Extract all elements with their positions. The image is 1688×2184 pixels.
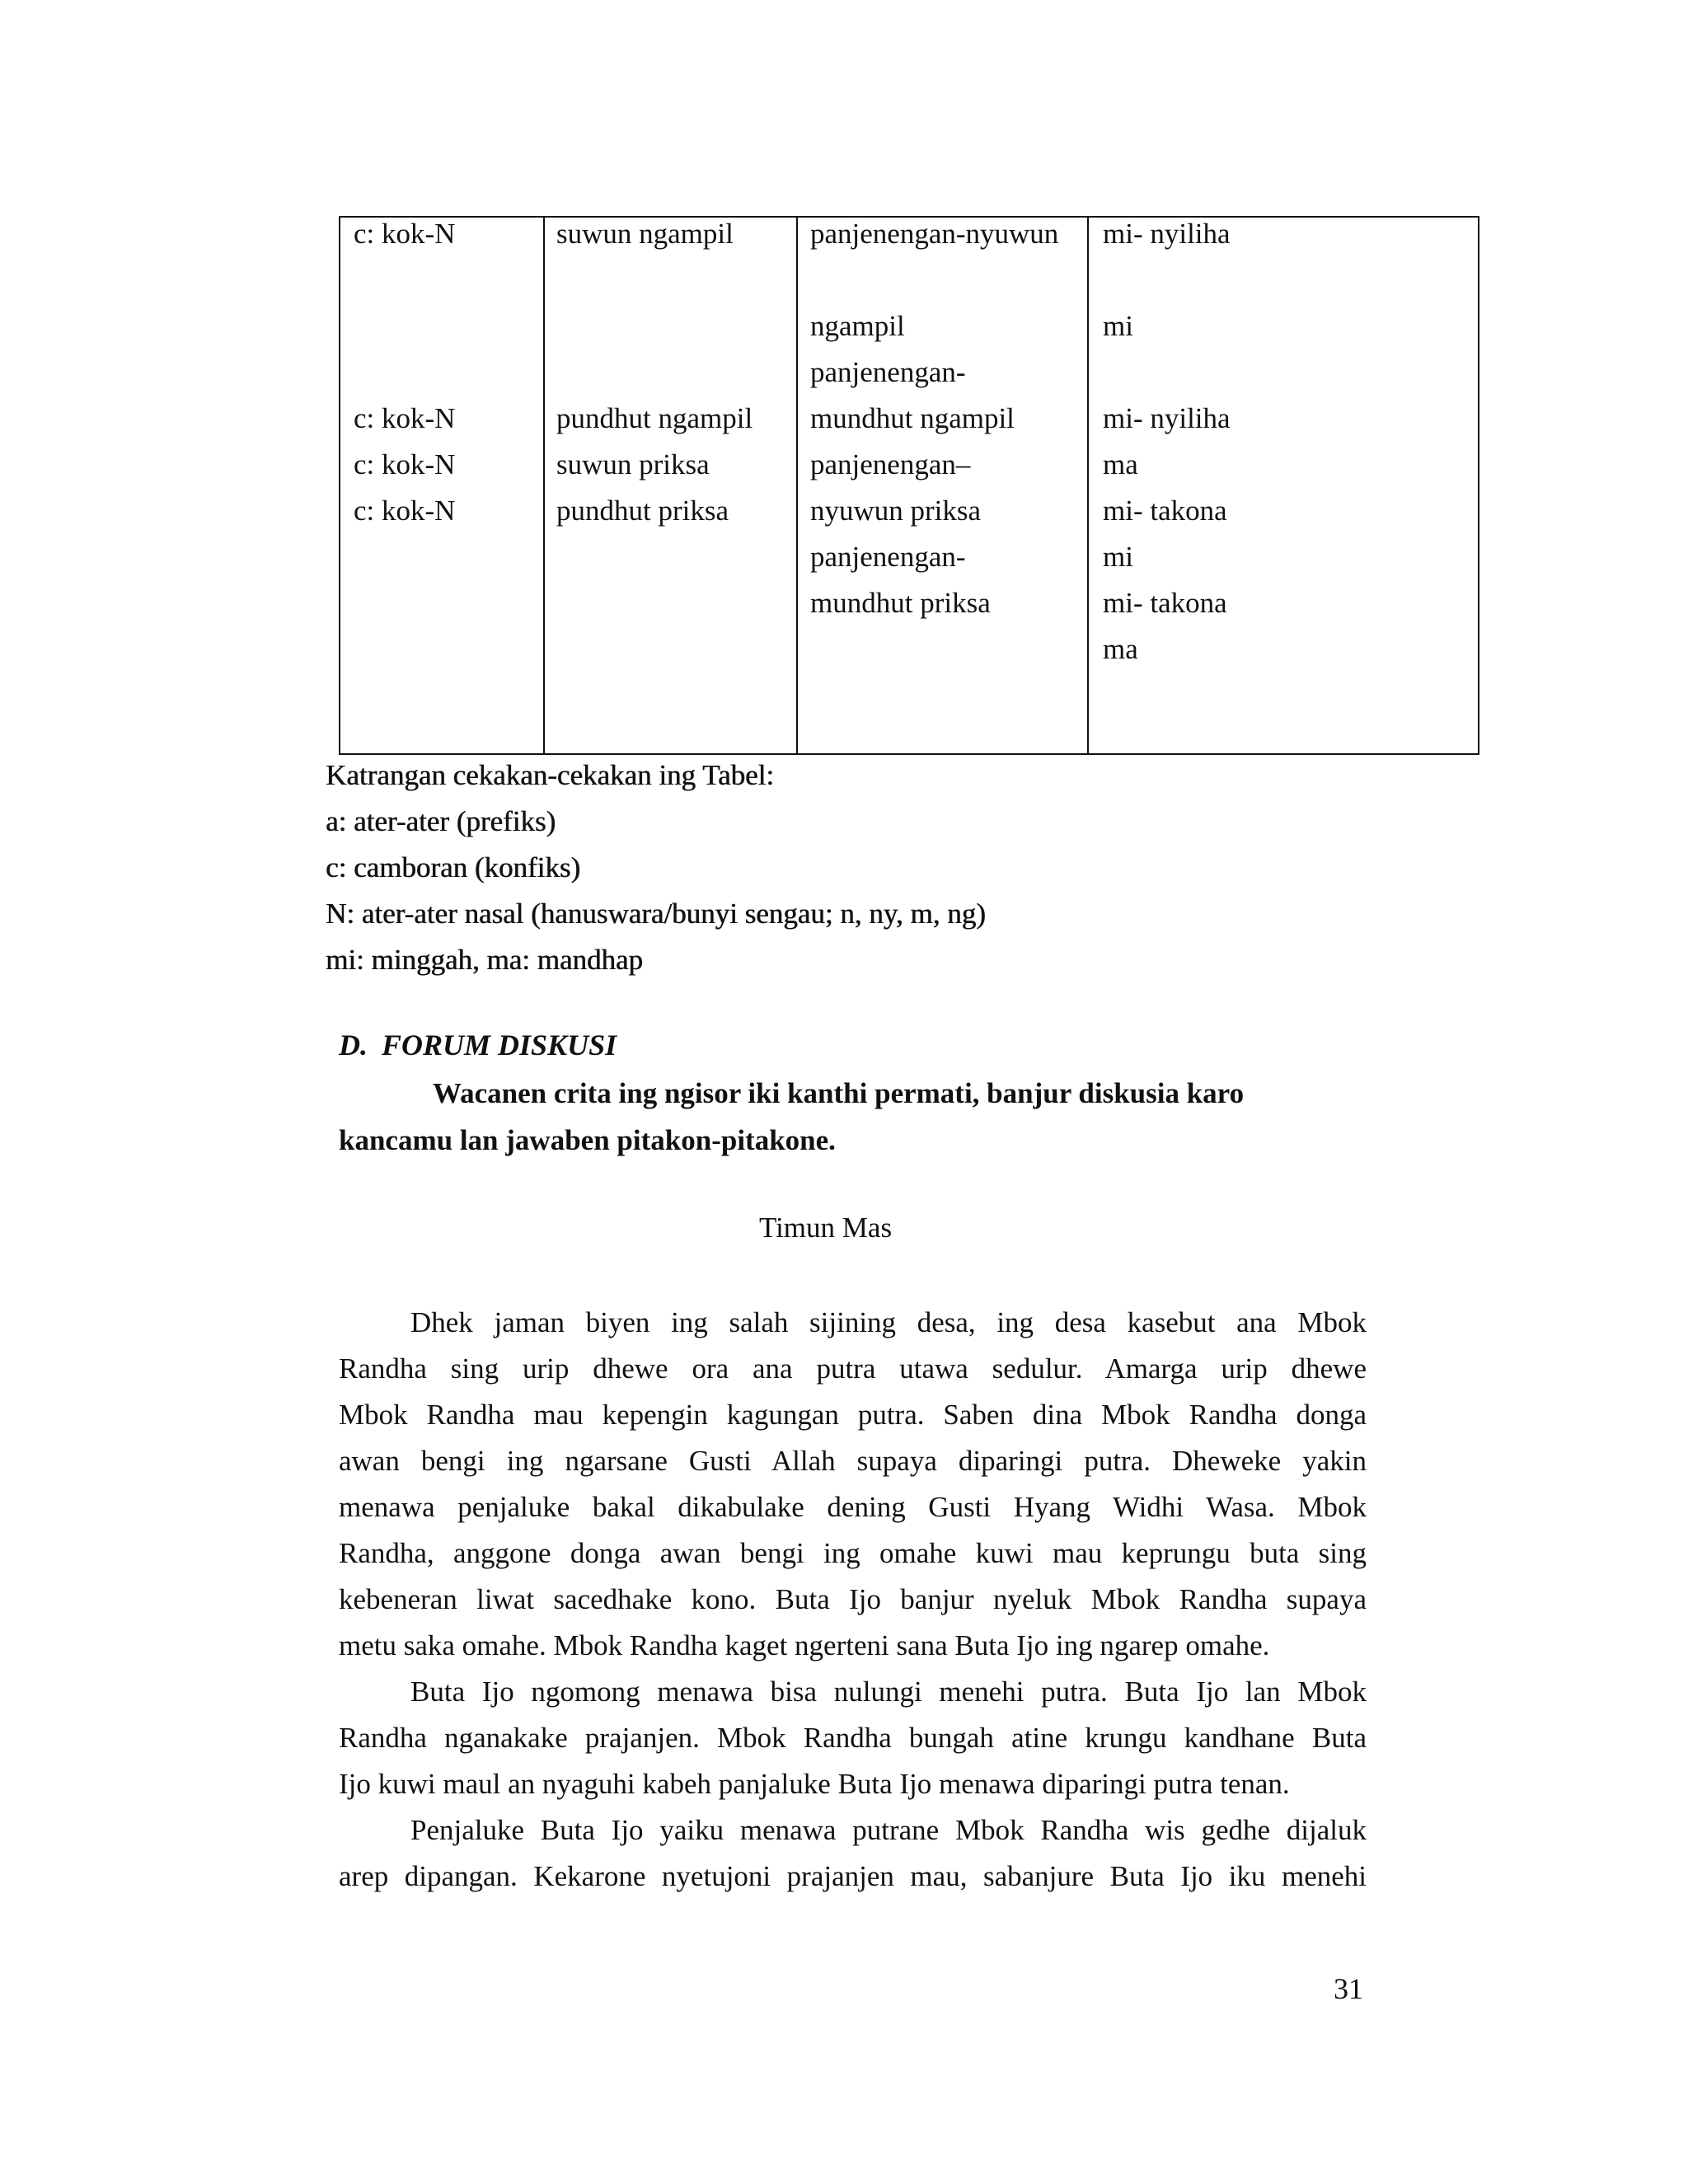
story-line: kebeneran liwat sacedhake kono. Buta Ijo banjur nyeluk Mbok Randha supaya bbox=[339, 1583, 1367, 1615]
table-cell: panjenengan- bbox=[810, 541, 966, 573]
table-cell: mi- takona bbox=[1103, 587, 1227, 619]
table-cell: pundhut priksa bbox=[556, 494, 729, 527]
table-cell: ma bbox=[1103, 633, 1138, 665]
table-divider bbox=[1087, 218, 1089, 753]
table-cell: mundhut ngampil bbox=[810, 402, 1015, 434]
section-title: FORUM DISKUSI bbox=[382, 1029, 617, 1062]
story-title: Timun Mas bbox=[758, 1212, 893, 1244]
story-line: awan bengi ing ngarsane Gusti Allah supaya diparingi putra. Dheweke yakin bbox=[339, 1445, 1367, 1477]
story-line: arep dipangan. Kekarone nyetujoni prajanjen mau, sabanjure Buta Ijo iku menehi bbox=[339, 1860, 1367, 1892]
table-cell: c: kok-N bbox=[354, 448, 456, 480]
section-heading bbox=[339, 1024, 617, 1066]
table-cell: panjenengan- bbox=[810, 356, 966, 388]
table-divider bbox=[543, 218, 545, 753]
table-cell: mi- takona bbox=[1103, 494, 1227, 527]
table-divider bbox=[796, 218, 798, 753]
story-line: Randha sing urip dhewe ora ana putra utawa sedulur. Amarga urip dhewe bbox=[339, 1352, 1367, 1385]
story-line: Randha nganakake prajanjen. Mbok Randha bungah atine krungu kandhane Buta bbox=[339, 1722, 1367, 1754]
table-cell: suwun ngampil bbox=[556, 218, 734, 250]
table-cell: c: kok-N bbox=[354, 218, 456, 250]
table-cell: ma bbox=[1103, 448, 1138, 480]
table-cell: mundhut priksa bbox=[810, 587, 991, 619]
table-cell: mi- nyiliha bbox=[1103, 218, 1231, 250]
instruction-line: kancamu lan jawaben pitakon-pitakone. bbox=[339, 1124, 836, 1156]
table-cell: pundhut ngampil bbox=[556, 402, 753, 434]
table-cell: panjenengan– bbox=[810, 448, 971, 480]
story-line: Mbok Randha mau kepengin kagungan putra. Saben dina Mbok Randha donga bbox=[339, 1399, 1367, 1431]
affix-table bbox=[339, 216, 1479, 755]
page-number: 31 bbox=[1334, 1972, 1363, 2005]
story-body bbox=[339, 1300, 1367, 1900]
table-cell: nyuwun priksa bbox=[810, 494, 982, 527]
table-cell: c: kok-N bbox=[354, 494, 456, 527]
section-number: D. bbox=[339, 1029, 368, 1062]
table-cell: panjenengan-nyuwun bbox=[810, 218, 1059, 250]
table-legend bbox=[326, 752, 986, 983]
story-line: Penjaluke Buta Ijo yaiku menawa putrane Mbok Randha wis gedhe dijaluk bbox=[410, 1814, 1367, 1846]
instruction-line: Wacanen crita ing ngisor iki kanthi permati, banjur diskusia karo bbox=[433, 1077, 1245, 1109]
legend-item: mi: minggah, ma: mandhap bbox=[326, 944, 643, 976]
legend-title: Katrangan cekakan-cekakan ing Tabel: bbox=[326, 759, 774, 791]
table-cell: c: kok-N bbox=[354, 402, 456, 434]
story-line: Ijo kuwi maul an nyaguhi kabeh panjaluke Buta Ijo menawa diparingi putra tenan. bbox=[339, 1768, 1290, 1800]
table-cell: mi bbox=[1103, 310, 1133, 342]
table-cell: suwun priksa bbox=[556, 448, 710, 480]
legend-item: a: ater-ater (prefiks) bbox=[326, 805, 556, 837]
legend-item: c: camboran (konfiks) bbox=[326, 851, 581, 883]
story-line: Dhek jaman biyen ing salah sijining desa, ing desa kasebut ana Mbok bbox=[410, 1306, 1367, 1338]
story-line: Randha, anggone donga awan bengi ing omahe kuwi mau keprungu buta sing bbox=[339, 1537, 1367, 1569]
legend-item: N: ater-ater nasal (hanuswara/bunyi sengau; n, ny, m, ng) bbox=[326, 898, 986, 930]
story-line: metu saka omahe. Mbok Randha kaget ngerteni sana Buta Ijo ing ngarep omahe. bbox=[339, 1629, 1270, 1661]
story-line: Buta Ijo ngomong menawa bisa nulungi menehi putra. Buta Ijo lan Mbok bbox=[410, 1675, 1367, 1708]
table-cell: ngampil bbox=[810, 310, 905, 342]
section-instruction bbox=[339, 1070, 1369, 1164]
table-cell: mi bbox=[1103, 541, 1133, 573]
table-cell: mi- nyiliha bbox=[1103, 402, 1231, 434]
story-line: menawa penjaluke bakal dikabulake dening Gusti Hyang Widhi Wasa. Mbok bbox=[339, 1491, 1367, 1523]
